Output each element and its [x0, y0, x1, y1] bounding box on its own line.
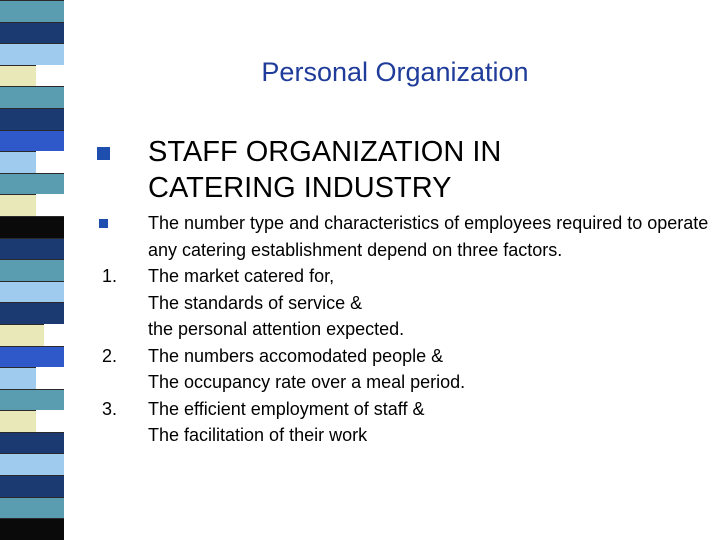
list-item [92, 369, 712, 396]
stripe-segment [0, 453, 64, 475]
list-item [92, 290, 712, 317]
stripe-segment [0, 0, 64, 22]
stripe-segment [0, 194, 36, 216]
list-item [92, 343, 712, 370]
list-number [92, 369, 148, 396]
stripe-segment [0, 324, 44, 346]
list-item-text: The efficient employment of staff & [148, 398, 425, 419]
stripe-segment [0, 43, 64, 65]
decorative-stripe-bar [0, 0, 64, 540]
stripe-segment [0, 475, 64, 497]
stripe-segment [0, 65, 36, 87]
stripe-segment [0, 22, 64, 44]
stripe-segment [0, 151, 36, 173]
stripe-segment [0, 173, 64, 195]
stripe-segment [0, 389, 64, 411]
stripe-segment [0, 108, 64, 130]
stripe-segment [0, 518, 64, 540]
list-number [92, 422, 148, 449]
list-number [92, 316, 148, 343]
list-item-text: The standards of service & [148, 292, 363, 313]
list-item-text: The numbers accomodated people & [148, 345, 444, 366]
list-item-text: The market catered for, [148, 266, 335, 286]
stripe-segment [0, 367, 36, 389]
stripe-segment [0, 130, 64, 152]
list-item [92, 210, 712, 263]
stripe-segment [0, 86, 64, 108]
list-item-text: the personal attention expected. [148, 319, 405, 339]
stripe-segment [0, 497, 64, 519]
stripe-segment [0, 410, 36, 432]
list-item-text: The number type and characteristics of employees required to operate any catering establishment depend on three factors. [148, 213, 709, 260]
list-item-text: The occupancy rate over a meal period. [148, 372, 466, 392]
heading-row [92, 134, 702, 206]
list-number: 2. [102, 345, 118, 366]
stripe-segment [0, 432, 64, 454]
stripe-segment [0, 281, 64, 303]
stripe-segment [0, 259, 64, 281]
list-number [92, 290, 148, 317]
list-item [92, 263, 712, 290]
slide-title: Personal Organization [261, 57, 529, 87]
square-bullet-icon [92, 134, 148, 170]
section-heading: STAFF ORGANIZATION IN CATERING INDUSTRY [148, 136, 502, 204]
body-text-block [92, 210, 712, 449]
stripe-segment [0, 238, 64, 260]
stripe-segment [0, 346, 64, 368]
list-item-text: The facilitation of their work [148, 425, 368, 445]
list-number: 3. [102, 398, 118, 419]
square-bullet-icon [92, 210, 148, 263]
list-item [92, 396, 712, 423]
list-number: 1. [102, 266, 118, 286]
stripe-segment [0, 302, 64, 324]
list-item [92, 316, 712, 343]
stripe-segment [0, 216, 64, 238]
list-item [92, 422, 712, 449]
